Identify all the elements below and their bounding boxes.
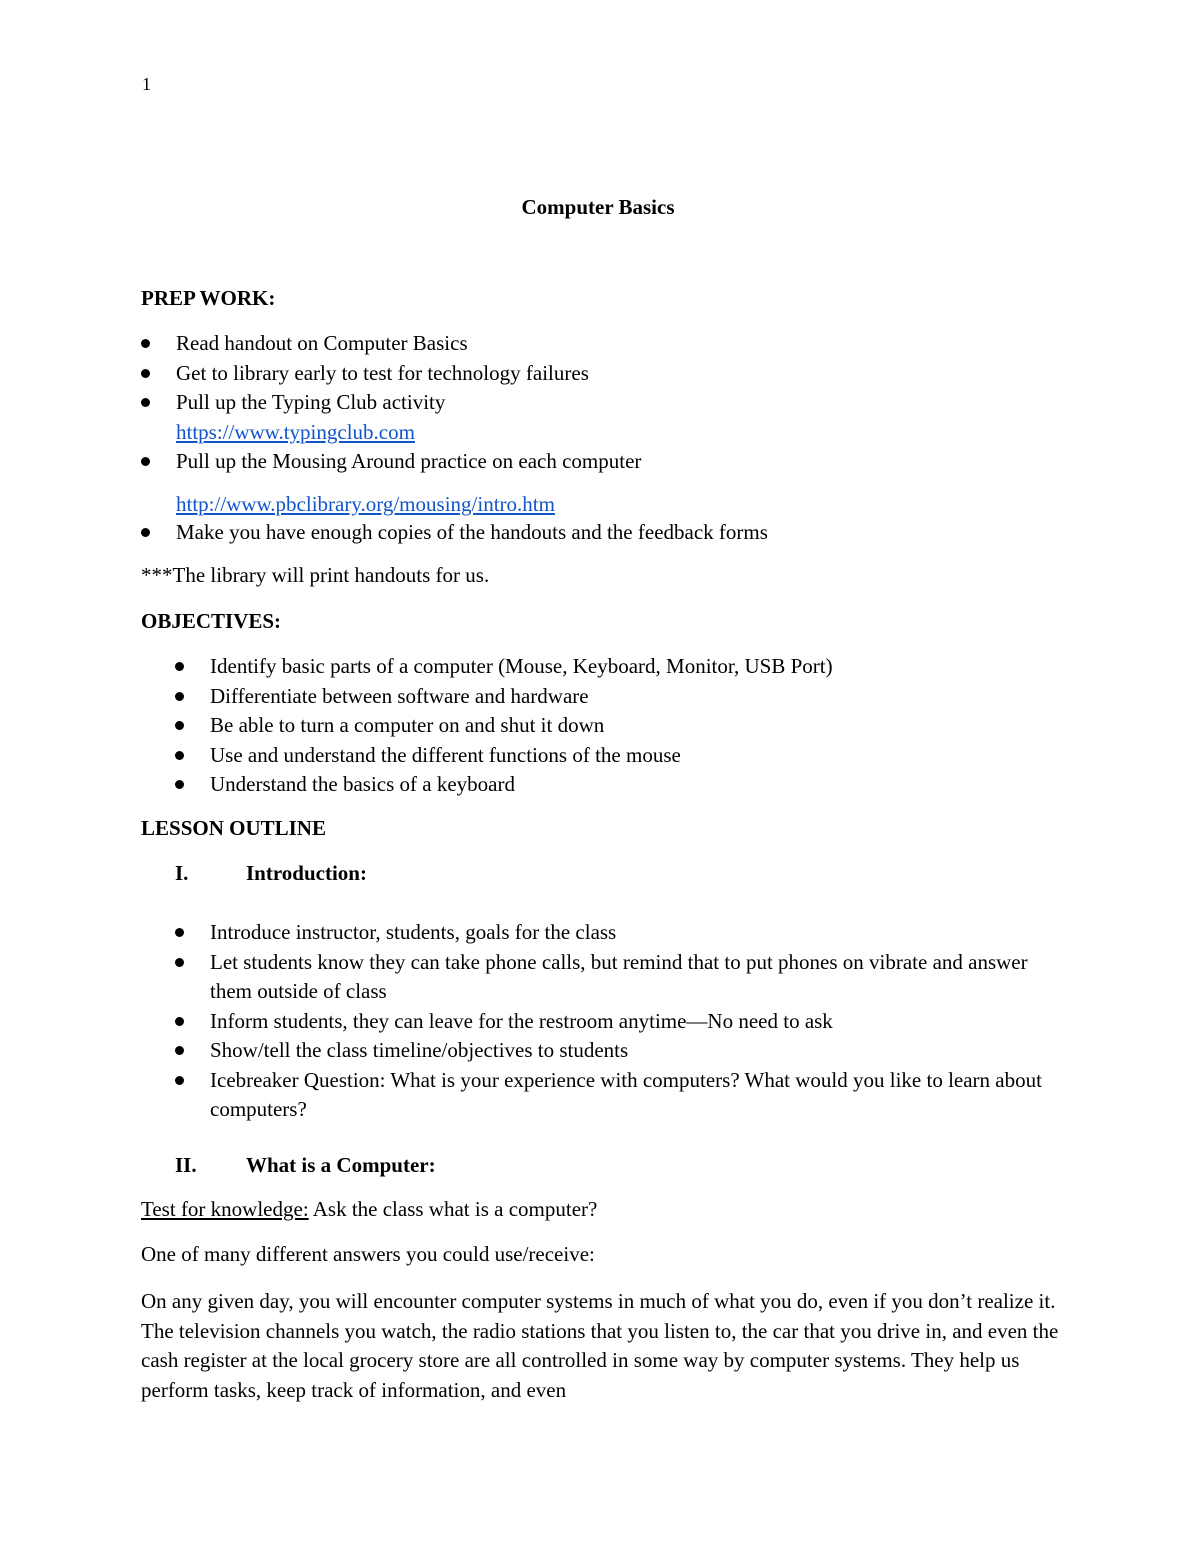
list-item: Icebreaker Question: What is your experience with computers? What would you like to learn about computers?	[141, 1066, 1061, 1125]
section-what-is-computer-heading	[175, 1153, 575, 1183]
list-item: Be able to turn a computer on and shut it down	[141, 711, 1091, 741]
bullet-icon	[141, 398, 150, 407]
bullet-icon	[175, 1076, 184, 1085]
list-item-link	[141, 418, 1091, 448]
objectives-list	[141, 652, 1091, 800]
section-number: II.	[175, 1153, 197, 1177]
bullet-icon	[175, 1017, 184, 1026]
bullet-icon	[175, 780, 184, 789]
bullet-icon	[141, 528, 150, 537]
bullet-icon	[175, 721, 184, 730]
bullet-icon	[175, 751, 184, 760]
bullet-icon	[175, 928, 184, 937]
section-number: I.	[175, 861, 189, 885]
test-for-knowledge-text: Ask the class what is a computer?	[308, 1197, 598, 1221]
page-number: 1	[142, 74, 151, 94]
bullet-icon	[175, 662, 184, 671]
prep-work-heading: PREP WORK:	[141, 286, 276, 310]
list-item: Identify basic parts of a computer (Mouse, Keyboard, Monitor, USB Port)	[141, 652, 1091, 682]
bullet-icon	[175, 692, 184, 701]
mousing-around-link[interactable]: http://www.pbclibrary.org/mousing/intro.htm	[176, 492, 555, 516]
prep-work-list	[141, 329, 1091, 477]
list-item: Understand the basics of a keyboard	[141, 770, 1091, 800]
objectives-heading: OBJECTIVES:	[141, 609, 282, 633]
bullet-icon	[141, 369, 150, 378]
bullet-icon	[141, 457, 150, 466]
prep-work-list-continued	[141, 518, 1091, 548]
introduction-list	[141, 918, 1061, 1125]
bullet-icon	[175, 958, 184, 967]
mousing-link-row	[176, 490, 555, 520]
list-item: Read handout on Computer Basics	[141, 329, 1091, 359]
test-for-knowledge-label: Test for knowledge:	[141, 1197, 309, 1221]
list-item: Show/tell the class timeline/objectives to students	[141, 1036, 1061, 1066]
list-item: Get to library early to test for technology failures	[141, 359, 1091, 389]
list-item: Inform students, they can leave for the restroom anytime—No need to ask	[141, 1007, 1061, 1037]
list-item: Let students know they can take phone calls, but remind that to put phones on vibrate and answer them outside of class	[141, 948, 1061, 1007]
test-for-knowledge-line	[141, 1197, 597, 1222]
library-note: ***The library will print handouts for us.	[141, 563, 490, 587]
list-item: Pull up the Mousing Around practice on each computer	[141, 447, 1091, 477]
list-item: Pull up the Typing Club activity	[141, 388, 1091, 418]
list-item: Use and understand the different functions of the mouse	[141, 741, 1091, 771]
list-item: Make you have enough copies of the handouts and the feedback forms	[141, 518, 1091, 548]
bullet-icon	[175, 1046, 184, 1055]
bullet-icon	[141, 339, 150, 348]
answers-intro: One of many different answers you could use/receive:	[141, 1242, 595, 1266]
section-label: What is a Computer:	[246, 1153, 436, 1177]
lesson-outline-heading: LESSON OUTLINE	[141, 816, 326, 840]
document-title: Computer Basics	[521, 195, 675, 219]
computer-definition-paragraph: On any given day, you will encounter computer systems in much of what you do, even if you don’t realize it. The television channels you watch, the radio stations that you listen to, the car that you drive in, and even the cash register at the local grocery store are all controlled in some way by computer systems. They help us perform tasks, keep track of information, and even	[141, 1289, 1059, 1402]
section-label: Introduction:	[246, 861, 367, 885]
section-introduction-heading	[175, 861, 575, 891]
typing-club-link[interactable]: https://www.typingclub.com	[176, 419, 415, 444]
list-item: Introduce instructor, students, goals for the class	[141, 918, 1061, 948]
list-item: Differentiate between software and hardware	[141, 682, 1091, 712]
